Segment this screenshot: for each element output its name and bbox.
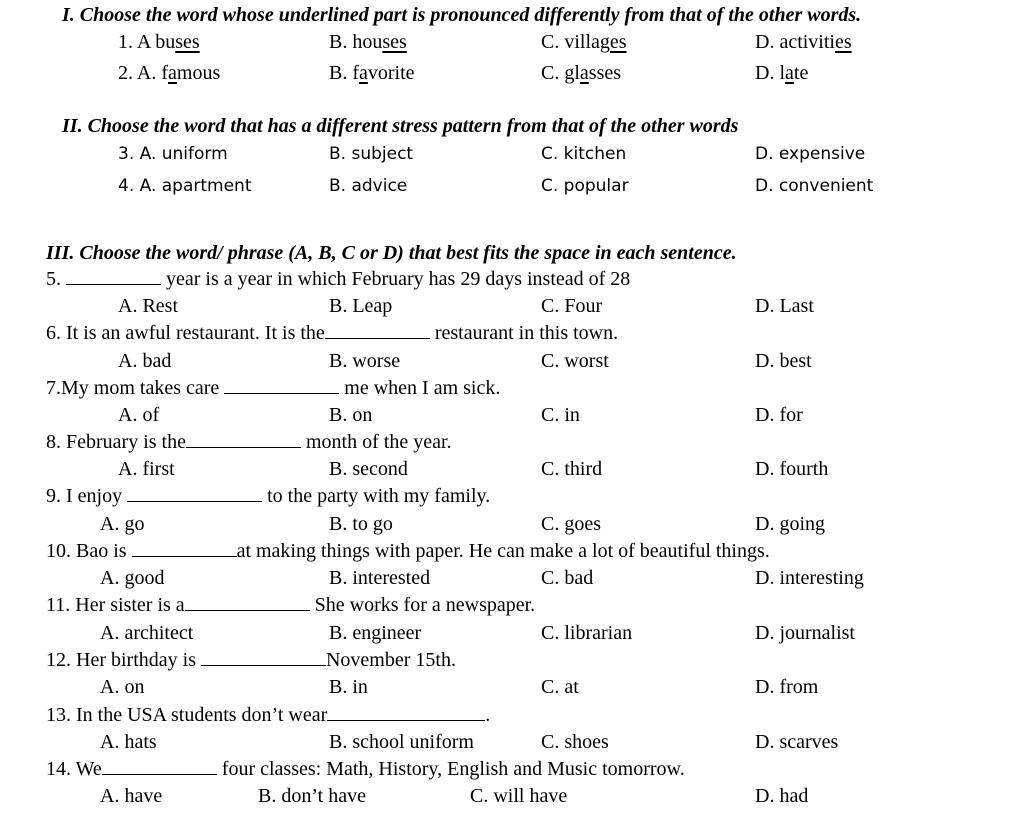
option-d: D. best [755, 350, 812, 372]
section-2-heading: II. Choose the word that has a different stress pattern from that of the other words [62, 115, 739, 137]
q1-option-a: 1. A buses [118, 31, 200, 53]
option-b: B. interested [329, 567, 431, 589]
option-c: C. in [541, 404, 580, 426]
option-b: B. don’t have [258, 785, 366, 807]
option-d: D. from [755, 676, 819, 698]
answer-blank [185, 596, 310, 611]
option-a: A. go [100, 513, 145, 535]
option-b: B. engineer [329, 622, 422, 644]
option-d: D. Last [755, 295, 814, 317]
q3-option-c: C. kitchen [541, 144, 627, 164]
option-d: D. had [755, 785, 809, 807]
option-a: A. on [100, 676, 145, 698]
option-b: B. Leap [329, 295, 393, 317]
q1-option-c: C. villages [541, 31, 627, 53]
option-c: C. librarian [541, 622, 633, 644]
q4-option-b: B. advice [329, 176, 408, 196]
question-stem: 6. It is an awful restaurant. It is the restaurant in this town. [46, 322, 619, 344]
option-c: C. will have [470, 785, 568, 807]
answer-blank [66, 270, 161, 285]
q2-option-d: D. late [755, 62, 809, 84]
answer-blank [132, 542, 237, 557]
answer-blank [325, 324, 430, 339]
option-b: B. worse [329, 350, 401, 372]
option-d: D. for [755, 404, 803, 426]
answer-blank [327, 706, 485, 721]
option-c: C. third [541, 458, 603, 480]
question-stem: 14. We four classes: Math, History, English and Music tomorrow. [46, 758, 685, 780]
option-d: D. going [755, 513, 825, 535]
answer-blank [102, 760, 217, 775]
option-b: B. school uniform [329, 731, 474, 753]
option-c: C. worst [541, 350, 609, 372]
question-stem: 7.My mom takes care me when I am sick. [46, 377, 501, 399]
option-b: B. to go [329, 513, 393, 535]
option-a: A. first [118, 458, 175, 480]
answer-blank [127, 487, 262, 502]
q4-option-a: 4. A. apartment [118, 176, 252, 196]
option-c: C. goes [541, 513, 601, 535]
q2-option-b: B. favorite [329, 62, 415, 84]
q3-option-b: B. subject [329, 144, 414, 164]
q2-option-a: 2. A. famous [118, 62, 221, 84]
option-a: A. have [100, 785, 163, 807]
q3-option-d: D. expensive [755, 144, 866, 164]
q4-option-d: D. convenient [755, 176, 874, 196]
option-b: B. on [329, 404, 373, 426]
option-c: C. at [541, 676, 579, 698]
section-1-heading: I. Choose the word whose underlined part is pronounced differently from that of the other words. [62, 4, 862, 26]
option-c: C. shoes [541, 731, 609, 753]
option-a: A. good [100, 567, 165, 589]
option-a: A. Rest [118, 295, 178, 317]
question-stem: 5. year is a year in which February has 29 days instead of 28 [46, 268, 631, 290]
q3-option-a: 3. A. uniform [118, 144, 228, 164]
option-a: A. bad [118, 350, 172, 372]
q4-option-c: C. popular [541, 176, 629, 196]
question-stem: 12. Her birthday is November 15th. [46, 649, 456, 671]
question-stem: 10. Bao is at making things with paper. He can make a lot of beautiful things. [46, 540, 770, 562]
option-d: D. scarves [755, 731, 839, 753]
option-b: B. second [329, 458, 408, 480]
option-c: C. bad [541, 567, 594, 589]
q1-option-d: D. activities [755, 31, 852, 53]
question-stem: 13. In the USA students don’t wear . [46, 704, 491, 726]
answer-blank [224, 379, 339, 394]
section-3-heading: III. Choose the word/ phrase (A, B, C or D) that best fits the space in each sentence. [46, 242, 737, 264]
option-d: D. journalist [755, 622, 855, 644]
option-a: A. of [118, 404, 160, 426]
option-c: C. Four [541, 295, 603, 317]
answer-blank [186, 433, 301, 448]
option-a: A. architect [100, 622, 194, 644]
option-d: D. fourth [755, 458, 829, 480]
option-d: D. interesting [755, 567, 864, 589]
option-b: B. in [329, 676, 368, 698]
answer-blank [201, 651, 326, 666]
question-stem: 9. I enjoy to the party with my family. [46, 485, 491, 507]
option-a: A. hats [100, 731, 157, 753]
q2-option-c: C. glasses [541, 62, 622, 84]
q1-option-b: B. houses [329, 31, 407, 53]
question-stem: 8. February is the month of the year. [46, 431, 452, 453]
question-stem: 11. Her sister is a She works for a newspaper. [46, 594, 536, 616]
